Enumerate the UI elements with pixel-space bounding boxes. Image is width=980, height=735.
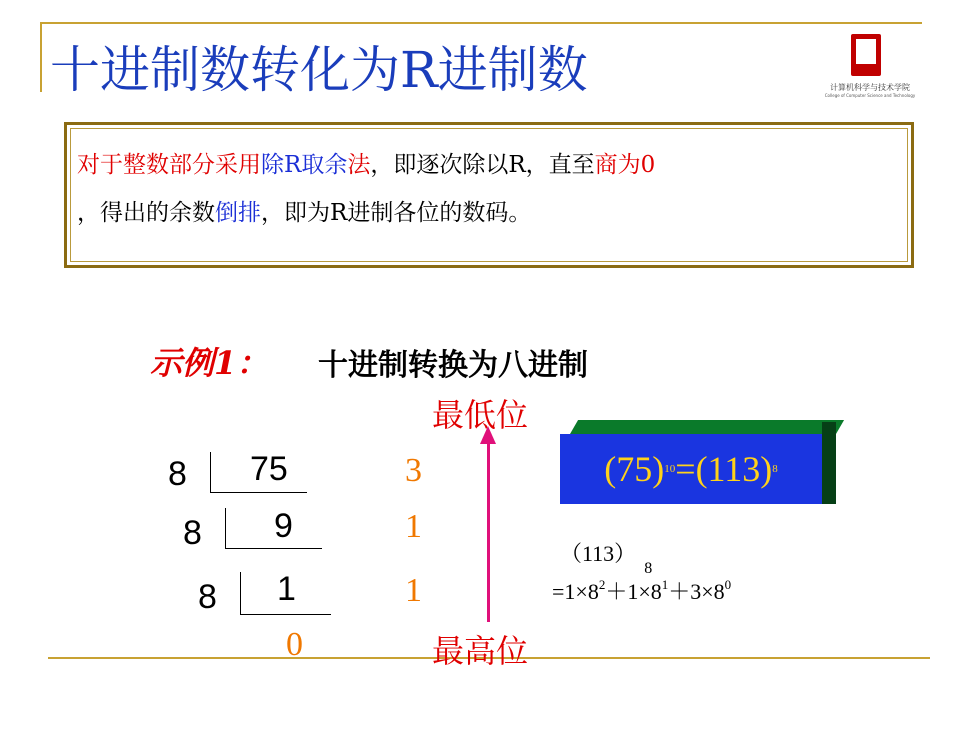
result-left: (75) bbox=[604, 449, 665, 489]
left-accent-bar bbox=[40, 22, 42, 92]
result-box bbox=[560, 420, 830, 510]
result-left-base: 10 bbox=[664, 463, 676, 475]
result-box-top bbox=[570, 420, 844, 434]
result-box-front bbox=[560, 434, 822, 504]
def-segment: ，即为R进制各位的数码。 bbox=[261, 200, 532, 226]
logo-text-en: College of Computer Science and Technology bbox=[824, 93, 916, 98]
divisor: 8 bbox=[183, 514, 202, 552]
divisor: 8 bbox=[168, 455, 187, 493]
expansion-formula bbox=[552, 575, 731, 606]
divisor: 8 bbox=[198, 578, 217, 616]
logo-text-cn: 计算机科学与技术学院 bbox=[830, 83, 910, 92]
definition-box bbox=[64, 122, 914, 268]
logo-mark-icon bbox=[851, 34, 881, 76]
remainder: 1 bbox=[405, 508, 422, 545]
lowest-digit-label: 最低位 bbox=[432, 396, 529, 434]
formula-term: ＋1×8 bbox=[605, 579, 662, 604]
def-segment: ，即逐次除以R，直至 bbox=[370, 152, 595, 178]
example-title: 十进制转换为八进制 bbox=[318, 348, 588, 383]
expansion-value: （113） bbox=[560, 541, 637, 566]
slide-title: 十进制数转化为R进制数 bbox=[50, 41, 588, 99]
expansion-number bbox=[560, 537, 652, 578]
def-highlight-method: 除R取余 bbox=[261, 152, 348, 178]
final-quotient: 0 bbox=[286, 626, 303, 663]
dividend: 9 bbox=[274, 507, 293, 545]
remainder: 3 bbox=[405, 452, 422, 489]
definition-text bbox=[77, 141, 902, 237]
top-divider bbox=[40, 22, 922, 24]
example-label: 示例1： bbox=[150, 344, 269, 382]
def-segment: 法 bbox=[347, 152, 371, 178]
result-box-side bbox=[822, 422, 836, 504]
def-highlight-stop: 商为0 bbox=[594, 152, 656, 178]
highest-digit-label: 最高位 bbox=[432, 632, 529, 670]
expansion-base: 8 bbox=[644, 560, 653, 577]
def-segment: 对于整数部分采用 bbox=[77, 152, 261, 178]
college-logo bbox=[815, 34, 925, 104]
formula-exponent: 0 bbox=[724, 577, 732, 592]
remainder: 1 bbox=[405, 572, 422, 609]
formula-exponent: 2 bbox=[598, 577, 606, 592]
dividend: 1 bbox=[277, 570, 296, 608]
order-arrow-line bbox=[487, 440, 490, 622]
result-right-base: 8 bbox=[772, 463, 778, 475]
formula-exponent: 1 bbox=[661, 577, 669, 592]
result-right: =(113) bbox=[675, 449, 773, 489]
def-highlight-reverse: 倒排 bbox=[215, 200, 261, 226]
dividend: 75 bbox=[250, 450, 288, 488]
def-segment: ，得出的余数 bbox=[77, 200, 215, 226]
formula-term: =1×8 bbox=[552, 579, 599, 604]
formula-term: ＋3×8 bbox=[668, 579, 725, 604]
arrow-up-icon bbox=[480, 426, 496, 444]
